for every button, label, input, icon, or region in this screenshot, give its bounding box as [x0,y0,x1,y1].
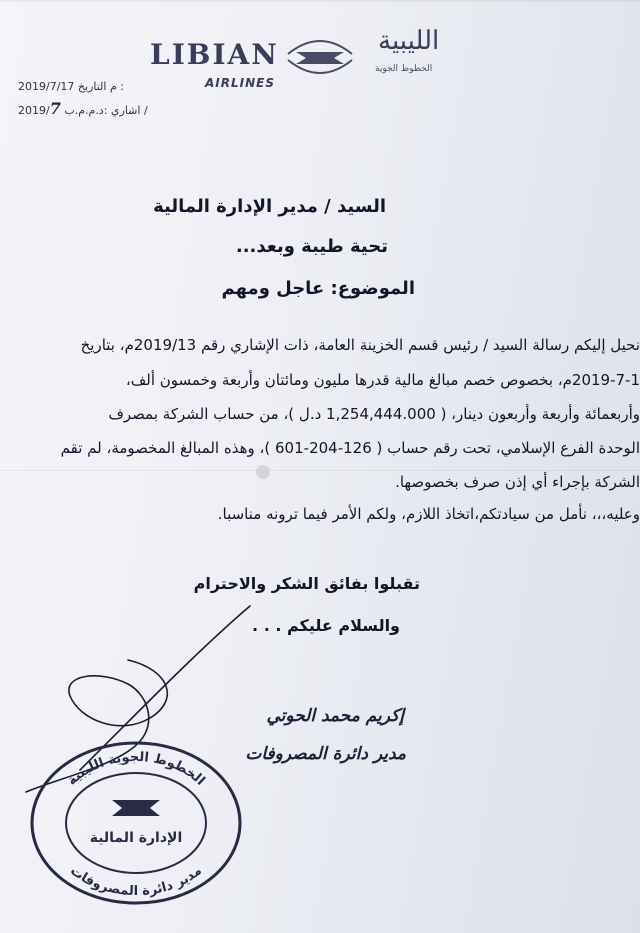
body-line-6: وعليه،،، نأمل من سيادتكم،اتخاذ اللازم، ولكم الأمر فيما ترونه مناسبا. [217,505,640,523]
subject-label: الموضوع: [330,278,415,299]
closing-thanks: تقبلوا بفائق الشكر والاحترام [193,574,420,593]
airline-emblem-icon [284,34,356,80]
date-label: التاريخ : [77,80,124,93]
body-line-1: نحيل إليكم رسالة السيد / رئيس قسم الخزينة العامة، ذات الإشاري رقم 2019/13م، بتاريخ [80,336,640,354]
paper-mark [256,465,270,479]
reference-value: 2019/ [18,104,50,117]
logo-english-text: LIBIAN [150,38,279,71]
logo-arabic-text: الليبية [378,26,440,56]
page-edge [0,0,640,2]
stamp-emblem-icon [112,800,160,816]
reference-label: اشاري :د.م.م.ب / [64,104,148,117]
reference-line [18,99,148,118]
logo-arabic-subtitle: الخطوط الجوية [375,64,433,74]
svg-text:الخطوط الجوية الليبية [65,750,208,789]
reference-handwritten-digit: 7 [49,99,61,118]
stamp-bottom-text: مدير دائرة المصروفات [67,863,205,900]
body-line-4: الوحدة الفرع الإسلامي، تحت رقم حساب ( 126-204-601 )، وهذه المبالغ المخصومة، لم تقم [60,439,640,457]
official-stamp [26,738,246,908]
stamp-center-text: الإدارة المالية [89,830,183,846]
salutation: السيد / مدير الإدارة المالية [153,196,386,217]
body-line-3: وأربعمائة وأربعة وأربعون دينار، ( 1,254,444.000 د.ل )، من حساب الشركة بمصرف [108,405,640,423]
signatory-title: مدير دائرة المصروفات [245,744,406,764]
subject-value: عاجل ومهم [221,278,325,299]
signatory-name: إكريم محمد الحوتي [266,706,404,726]
body-line-2: 2019-7-1م، بخصوص خصم مبالغ مالية قدرها مليون ومائتان وأربعة وخمسون ألف، [125,371,640,389]
greeting: تحية طيبة وبعد... [235,236,388,257]
paper-crease [0,470,640,471]
date-line [18,80,124,93]
stamp-top-text: الخطوط الجوية الليبية [64,749,208,789]
subject-line [222,278,415,299]
body-line-5: الشركة بإجراء أي إذن صرف بخصوصها. [395,473,640,491]
closing-salam: والسلام عليكم . . . [252,616,400,635]
logo-airlines-text: AIRLINES [205,76,275,90]
date-value: 2019/7/17 م [18,80,117,93]
